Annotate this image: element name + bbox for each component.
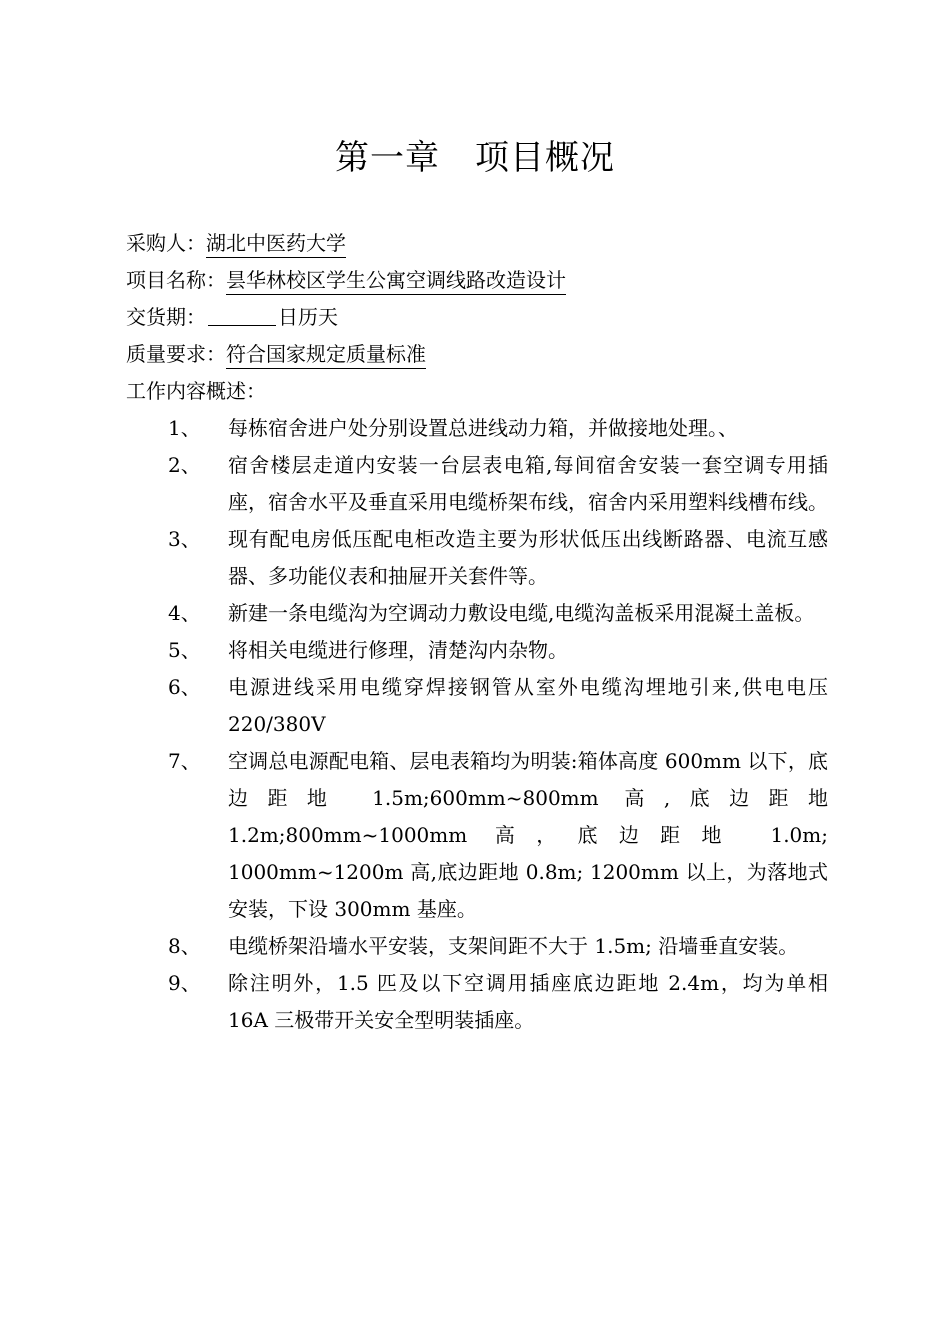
list-item (168, 632, 828, 669)
project-info (126, 225, 826, 410)
delivery-blank (208, 299, 276, 326)
item-text: 宿舍楼层走道内安装一台层表电箱,每间宿舍安装一套空调专用插座，宿舍水平及垂直采用电缆桥架布线，宿舍内采用塑料线槽布线。 (228, 453, 828, 514)
overview-line (126, 373, 826, 410)
list-item (168, 965, 828, 1039)
item-number: 5、 (168, 638, 201, 662)
buyer-value: 湖北中医药大学 (206, 231, 346, 258)
item-number: 3、 (168, 527, 201, 551)
list-item (168, 928, 828, 965)
chapter-title: 第一章 项目概况 (335, 138, 615, 178)
quality-value: 符合国家规定质量标准 (226, 342, 426, 369)
quality-line (126, 336, 826, 373)
item-number: 6、 (168, 675, 201, 699)
list-item (168, 743, 828, 928)
list-item (168, 669, 828, 743)
delivery-label: 交货期： (126, 305, 206, 329)
quality-label: 质量要求： (126, 342, 226, 366)
item-text: 新建一条电缆沟为空调动力敷设电缆,电缆沟盖板采用混凝土盖板。 (228, 601, 815, 625)
item-text: 电源进线采用电缆穿焊接钢管从室外电缆沟埋地引来,供电电压 220/380V (228, 675, 828, 736)
item-number: 2、 (168, 453, 201, 477)
overview-label: 工作内容概述： (126, 379, 266, 403)
item-number: 7、 (168, 749, 201, 773)
item-text: 将相关电缆进行修理，清楚沟内杂物。 (228, 638, 568, 662)
delivery-line (126, 299, 826, 336)
item-number: 4、 (168, 601, 201, 625)
work-content-list (168, 410, 828, 1039)
item-text: 电缆桥架沿墙水平安装，支架间距不大于 1.5m; 沿墙垂直安装。 (228, 934, 799, 958)
item-number: 1、 (168, 416, 201, 440)
item-number: 8、 (168, 934, 201, 958)
item-text: 空调总电源配电箱、层电表箱均为明装:箱体高度 600mm 以下，底边距地 1.5m;600mm~800mm 高,底边距地 1.2m;800mm~1000mm 高，底边距地 1.0m; 1000mm~1200m 高,底边距地 0.8m; 1200mm 以上，为落地式安装，下设 300mm 基座。 (228, 749, 828, 921)
delivery-suffix: 日历天 (278, 305, 338, 329)
project-name-label: 项目名称： (126, 268, 226, 292)
buyer-label: 采购人： (126, 231, 206, 255)
item-number: 9、 (168, 971, 201, 995)
item-text: 现有配电房低压配电柜改造主要为形状低压出线断路器、电流互感器、多功能仪表和抽屉开关套件等。 (228, 527, 828, 588)
item-text: 除注明外，1.5 匹及以下空调用插座底边距地 2.4m，均为单相 16A 三极带开关安全型明装插座。 (228, 971, 828, 1032)
project-name-value: 昙华林校区学生公寓空调线路改造设计 (226, 268, 566, 295)
list-item (168, 521, 828, 595)
list-item (168, 410, 828, 447)
item-text: 每栋宿舍进户处分别设置总进线动力箱，并做接地处理。、 (228, 416, 738, 440)
project-name-line (126, 262, 826, 299)
list-item (168, 447, 828, 521)
buyer-line (126, 225, 826, 262)
list-item (168, 595, 828, 632)
